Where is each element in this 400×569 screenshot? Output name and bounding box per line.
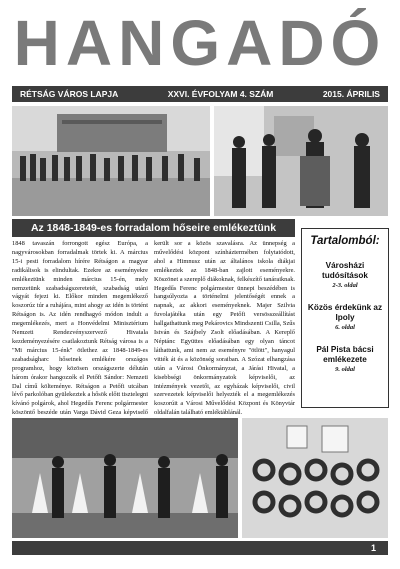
photo-speakers-podium	[214, 106, 388, 216]
toc-item-page: 6. oldal	[335, 324, 355, 331]
issue-date: 2015. ÁPRILIS	[322, 89, 380, 99]
toc-item-title: Közös érdekünk az Ipoly	[307, 303, 383, 322]
newspaper-subtitle: RÉTSÁG VÁROS LAPJA	[20, 89, 119, 99]
photo-outdoor-gathering	[12, 106, 210, 216]
toc-item-page: 9. oldal	[335, 366, 355, 373]
issue-volume: XXVI. ÉVFOLYAM 4. SZÁM	[167, 89, 274, 99]
article-column-1: 1848 tavaszán forrongott egész Európa, a nagyvárosokban forradalmak törtek ki. A március 15-i pesti forradalom hírére Rétságon a magyar radikálisok is elindultak. Ezekre az eseményekre emlékeztünk minden március 15-én, mely nemzetünk szabadságszeretetét, szabadság utáni vágyát fejezi ki. Előkor minden megemlékező koszorúz túr a ruhájára, mint ahogy az idén is történt Rétságon is. Az idén rendhagyó módon indult a megemlékezés, mert a Honvédelmi Minisztérium Nemzeti Rendezvényszervező Hivatala kezdeményezésére csatlakoztunk Rétság városa is a "Mi március 15-énk" ötlethez az 1848-1849-es szabadságharc hőseinek emlékére országos programhoz, hogy közösen országszerte délután három órakor hangozzék el Petőfi Sándor: Nemzeti Dal című költeménye. Rétságon a Petőfi utcában lévő parkolóban gyülekeztek a hősök előtt tisztelegni kívánó polgárok, ahol Hegedűs Ferenc polgármester köszöntő beszéde után Varga Dávid Geza képviselő	[12, 240, 148, 417]
toc-item-page: 2-3. oldal	[332, 282, 358, 289]
toc-heading: Tartalomból:	[310, 235, 380, 247]
toc-item[interactable]	[302, 303, 388, 331]
article-headline: Az 1848-1849-es forradalom hőseire emlékeztünk	[12, 219, 295, 237]
page-number: 1	[370, 543, 376, 553]
newspaper-title: HANGADÓ	[13, 7, 387, 79]
toc-item[interactable]	[302, 261, 388, 289]
toc-item[interactable]	[302, 345, 388, 373]
table-of-contents	[301, 228, 389, 408]
toc-item-title: Városházi tudósítások	[322, 261, 368, 280]
masthead-info-bar	[12, 86, 388, 102]
photo-memorial-wreaths	[242, 418, 388, 538]
toc-item-title: Pál Pista bácsi emlékezete	[316, 345, 374, 364]
page-footer	[12, 541, 388, 555]
photo-folk-dancers	[12, 418, 238, 538]
masthead	[12, 4, 388, 86]
article-column-2: került sor a közös szavalásra. Az ünnepség a művelődési központ színháztermében folytatódott, ahol a Himnusz után az általános iskola diákjai emlékeztek az 1848-ban zajlott eseményekre. Köszönet a szereplő diákoknak, felkészítő tanáraiknak. Hegedűs Ferenc polgármester ünnepi beszédében is hangsúlyozta a történelmi jelentőségét ennek a napnak, az akkori eseményeknek. Majer Szilvia fuvolajátéka után egy Petőfi versösszeállítást hallgathattunk meg Pekárovics Mindszenti Csilla, Szűs István és Szájbely Zsolt előadásában. A Kereplő Néptánc Együttes előadásában egy olyan táncot láthattunk, ami nem az eseményre "ötlött", hanyagul vitték át és a közönség soraiban. A Szózat elhangzása után a Városi Önkormányzat, a Járási Hivatal, a kisebbségi önkormányzatok képviselői, az intézmények vezetői, az egyházak képviselői, civil szervezetek képviselői helyezték el a megemlékezés koszorúit a Városi Művelődési Központ és Könyvtár oldalfalán található emléktáblánál.	[154, 240, 295, 417]
